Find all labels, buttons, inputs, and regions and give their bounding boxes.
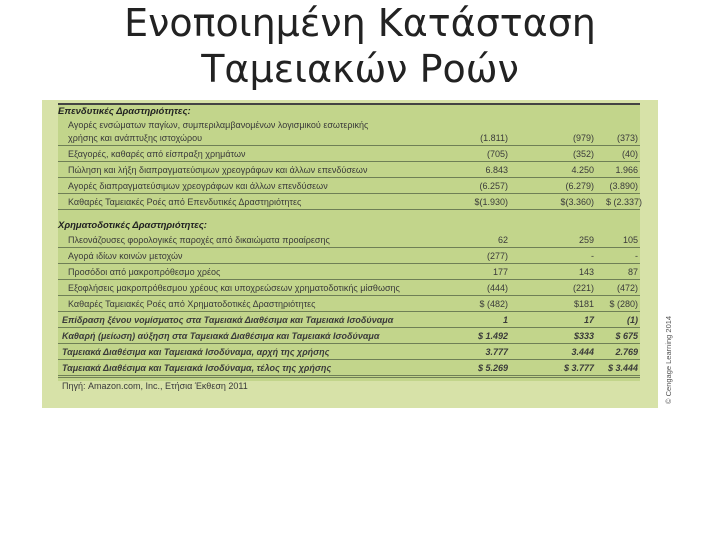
value-2010: $181 <box>573 299 594 309</box>
table-row <box>58 362 640 378</box>
value-2009: 105 <box>622 235 638 245</box>
value-2010: (221) <box>572 283 594 293</box>
value-2011: (277) <box>486 251 508 261</box>
table-row <box>58 250 640 264</box>
value-2010: $333 <box>573 331 594 341</box>
value-2010: (6.279) <box>565 181 594 191</box>
value-2010: $ 3.777 <box>563 363 594 373</box>
table-row <box>58 164 640 178</box>
value-2009: (3.890) <box>609 181 638 191</box>
value-2009: $ (280) <box>609 299 638 309</box>
value-2011: (444) <box>486 283 508 293</box>
value-2009: $ (2.337) <box>606 197 643 207</box>
value-2009: 87 <box>627 267 638 277</box>
row-label: Καθαρές Ταμειακές Ροές από Επενδυτικές Δραστηριότητες <box>68 197 302 207</box>
value-2009: 2.769 <box>615 347 638 357</box>
value-2010: 259 <box>578 235 594 245</box>
table-row <box>58 180 640 194</box>
value-2009: (472) <box>616 283 638 293</box>
value-2011: (705) <box>486 149 508 159</box>
table-row <box>58 330 640 344</box>
title-line-2: Ταμειακών Ροών <box>201 47 519 91</box>
value-2009: $ 675 <box>615 331 638 341</box>
value-2011: 6.843 <box>485 165 508 175</box>
table-row <box>58 119 640 132</box>
top-rule <box>58 103 640 105</box>
slide-title <box>60 0 660 92</box>
financing-header: Χρηματοδοτικές Δραστηριότητες: <box>58 220 207 231</box>
value-2011: $(1.930) <box>474 197 508 207</box>
value-2011: (6.257) <box>479 181 508 191</box>
value-2009: - <box>635 251 638 261</box>
row-label: Εξοφλήσεις μακροπρόθεσμου χρέους και υποχρεώσεων χρηματοδοτικής μίσθωσης <box>68 283 400 293</box>
row-label: Αγορά ιδίων κοινών μετοχών <box>68 251 183 261</box>
value-2010: 143 <box>578 267 594 277</box>
value-2009: $ 3.444 <box>607 363 638 373</box>
table-row <box>58 266 640 280</box>
value-2011: 177 <box>492 267 508 277</box>
row-label: Αγορές ενσώματων παγίων, συμπεριλαμβανομένων λογισμικού εσωτερικής <box>68 120 369 130</box>
table-row <box>58 148 640 162</box>
row-label: Προσόδοι από μακροπρόθεσμο χρέος <box>68 267 221 277</box>
value-2011: (1.811) <box>480 133 508 143</box>
row-label: Αγορές διαπραγματεύσιμων χρεογράφων και άλλων επενδύσεων <box>68 181 328 191</box>
table-row <box>58 314 640 328</box>
copyright-credit: © Cengage Learning 2014 <box>664 315 673 404</box>
value-2011: $ (482) <box>479 299 508 309</box>
table-row <box>58 346 640 360</box>
row-label: Πλεονάζουσες φορολογικές παροχές από δικαιώματα προαίρεσης <box>68 235 330 245</box>
title-line-1: Ενοποιημένη Κατάσταση <box>124 1 596 45</box>
row-label: Επίδραση ξένου νομίσματος στα Ταμειακά Διαθέσιμα και Ταμειακά Ισοδύναμα <box>62 315 394 325</box>
value-2011: 1 <box>502 315 508 325</box>
row-label: Καθαρή (μείωση) αύξηση στα Ταμειακά Διαθέσιμα και Ταμειακά Ισοδύναμα <box>62 331 380 341</box>
value-2010: (979) <box>572 133 594 143</box>
value-2010: - <box>591 251 594 261</box>
investing-header: Επενδυτικές Δραστηριότητες: <box>58 106 191 117</box>
row-label: Πώληση και λήξη διαπραγματεύσιμων χρεογράφων και άλλων επενδύσεων <box>68 165 368 175</box>
row-label: Καθαρές Ταμειακές Ροές από Χρηματοδοτικές Δραστηριότητες <box>68 299 316 309</box>
source-note: Πηγή: Amazon.com, Inc., Ετήσια Έκθεση 2011 <box>62 381 248 391</box>
table-row <box>58 234 640 248</box>
value-2010: 17 <box>583 315 594 325</box>
value-2009: (1) <box>627 315 638 325</box>
table-row <box>58 282 640 296</box>
value-2009: (373) <box>616 133 638 143</box>
row-label: Ταμειακά Διαθέσιμα και Ταμειακά Ισοδύναμα, αρχή της χρήσης <box>62 347 330 357</box>
table-row <box>58 298 640 312</box>
row-label: Εξαγορές, καθαρές από είσπραξη χρημάτων <box>68 149 246 159</box>
value-2011: $ 5.269 <box>477 363 508 373</box>
row-label: Ταμειακά Διαθέσιμα και Ταμειακά Ισοδύναμα, τέλος της χρήσης <box>62 363 332 373</box>
value-2010: $(3.360) <box>560 197 594 207</box>
value-2010: (352) <box>572 149 594 159</box>
table-row <box>58 196 643 210</box>
table-row <box>58 132 640 146</box>
value-2011: 62 <box>497 235 508 245</box>
value-2011: $ 1.492 <box>477 331 508 341</box>
value-2010: 4.250 <box>571 165 594 175</box>
row-label: χρήσης και ανάπτυξης ιστοχώρου <box>68 133 203 143</box>
value-2009: (40) <box>621 149 638 159</box>
value-2011: 3.777 <box>485 347 508 357</box>
value-2010: 3.444 <box>571 347 594 357</box>
value-2009: 1.966 <box>615 165 638 175</box>
